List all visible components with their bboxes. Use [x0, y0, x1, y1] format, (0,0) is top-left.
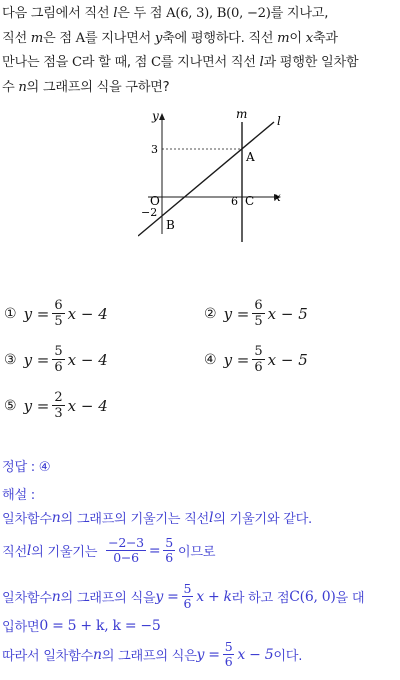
math-point: A(6, 3), B(0, −2) — [166, 6, 271, 21]
choice-marker: ③ — [4, 351, 17, 368]
fraction-denominator: 6 — [224, 654, 233, 669]
line-l-label: l — [277, 114, 281, 128]
problem-text: 를 지나면서 직선 — [160, 55, 260, 70]
var-n: n — [92, 646, 102, 663]
x-axis-label: x — [274, 190, 281, 204]
fraction-denominator: 6 — [54, 360, 63, 375]
fraction-numerator: 6 — [254, 298, 263, 313]
problem-text: 다음 그림에서 직선 — [2, 6, 114, 21]
equals: = — [148, 542, 161, 559]
solution-line-5 — [2, 640, 302, 669]
math-point: C — [151, 55, 161, 70]
text: 의 기울기는 — [31, 545, 98, 560]
math-variable: n — [18, 79, 27, 95]
choice-lhs: y = — [223, 350, 250, 369]
fraction-denominator: 6 — [254, 360, 263, 375]
choice-lhs: y = — [223, 304, 250, 323]
problem-text: 를 지나면서 — [84, 30, 155, 46]
problem-text: 를 지나고, — [270, 6, 329, 21]
problem-text: 축과 — [312, 30, 338, 46]
choice-lhs: y = — [23, 350, 50, 369]
choice-5[interactable] — [4, 390, 108, 421]
choice-rhs: x − 4 — [67, 350, 108, 369]
tick-x-6: 6 — [231, 195, 238, 208]
text: 입하면 — [2, 620, 40, 635]
explanation-label: 해설 : — [2, 488, 35, 503]
equation-fraction — [182, 582, 194, 611]
text: 을 대 — [335, 591, 365, 606]
fraction-numerator: 5 — [183, 581, 192, 596]
choice-rhs: x − 5 — [267, 350, 308, 369]
choice-4[interactable] — [204, 344, 308, 375]
choice-fraction — [252, 344, 264, 375]
text: 이다. — [273, 649, 303, 664]
answer-label: 정답 : ④ — [2, 460, 51, 475]
y-axis-arrow — [159, 113, 165, 120]
math-variable: x — [305, 30, 313, 46]
choice-rhs: x − 4 — [67, 304, 108, 323]
fraction-denominator: 6 — [165, 550, 173, 565]
line-l — [138, 122, 274, 236]
tick-y-3: 3 — [151, 143, 158, 156]
choice-2[interactable] — [204, 298, 308, 329]
fraction-denominator: 5 — [254, 314, 263, 329]
math-point: C — [71, 55, 82, 70]
problem-text: 만나는 점을 — [2, 55, 72, 70]
problem-statement — [2, 2, 398, 100]
substitution-equation: 0 = 5 + k, k = −5 — [39, 617, 161, 634]
final-rhs: x − 5 — [237, 646, 274, 663]
fraction-denominator: 5 — [54, 314, 63, 329]
math-variable: y — [154, 30, 163, 46]
fraction-denominator: 0−6 — [113, 550, 139, 565]
fraction-denominator: 6 — [183, 596, 192, 611]
choice-marker: ④ — [204, 351, 217, 368]
y-axis-label: y — [152, 109, 159, 123]
math-point: A — [75, 30, 85, 46]
text: 의 그래프의 기울기는 직선 — [60, 512, 209, 527]
problem-text: 은 점 — [43, 30, 76, 46]
math-variable: l — [113, 6, 118, 21]
text: 의 기울기와 같다. — [213, 512, 312, 527]
choice-1[interactable] — [4, 298, 108, 329]
slope-result-fraction — [163, 536, 175, 565]
equation-lhs: y = — [155, 588, 179, 605]
problem-text: 이 — [289, 30, 306, 46]
solution-line-2 — [2, 536, 215, 565]
text: 따라서 일차함수 — [2, 649, 93, 664]
choice-marker: ① — [4, 305, 17, 322]
text: 일차함수 — [2, 512, 52, 527]
var-l: l — [26, 542, 32, 559]
line-m-label: m — [236, 108, 248, 121]
point-c: C(6, 0) — [289, 588, 336, 605]
choice-fraction — [52, 298, 64, 329]
text: 일차함수 — [2, 591, 52, 606]
text: 직선 — [2, 545, 27, 560]
fraction-numerator: 6 — [54, 298, 63, 313]
problem-text: 라 할 때, 점 — [81, 55, 151, 70]
text: 의 그래프의 식을 — [60, 591, 156, 606]
fraction-numerator: 5 — [254, 344, 263, 359]
point-b-label: B — [166, 218, 175, 232]
choice-fraction — [52, 344, 64, 375]
var-n: n — [51, 588, 61, 605]
choice-rhs: x − 5 — [267, 304, 308, 323]
fraction-numerator: 2 — [54, 390, 63, 405]
choice-lhs: y = — [23, 304, 50, 323]
var-l: l — [209, 509, 214, 526]
fraction-numerator: 5 — [54, 344, 63, 359]
math-variable: m — [30, 30, 43, 46]
problem-text: 직선 — [2, 30, 31, 46]
text: 라 하고 점 — [231, 591, 290, 606]
choice-marker: ⑤ — [4, 397, 17, 414]
equation-rhs: x + k — [196, 588, 232, 605]
problem-text: 축에 평행하다. 직선 — [162, 30, 278, 46]
origin-label: O — [150, 194, 160, 208]
coordinate-graph — [138, 108, 298, 248]
point-c-label: C — [245, 194, 255, 208]
fraction-numerator: 5 — [224, 639, 233, 654]
choice-fraction — [52, 390, 64, 421]
var-n: n — [51, 509, 61, 526]
point-a-label: A — [246, 150, 255, 164]
tick-y-neg2: −2 — [141, 206, 158, 219]
problem-text: 은 두 점 — [117, 6, 167, 21]
problem-text: 의 그래프의 식을 구하면? — [26, 79, 170, 95]
text: 의 그래프의 식은 — [101, 649, 197, 664]
final-lhs: y = — [196, 646, 220, 663]
math-variable: m — [277, 30, 290, 46]
choice-fraction — [252, 298, 264, 329]
problem-text: 수 — [2, 79, 19, 95]
solution-line-3 — [2, 582, 364, 611]
choice-lhs: y = — [23, 396, 50, 415]
solution-line-4 — [2, 616, 160, 635]
math-variable: l — [259, 55, 264, 70]
explanation-heading — [2, 484, 35, 503]
fraction-numerator: −2−3 — [108, 535, 144, 550]
choice-marker: ② — [204, 305, 217, 322]
final-fraction — [223, 640, 235, 669]
slope-fraction — [106, 536, 146, 565]
text: 이므로 — [177, 545, 216, 560]
fraction-denominator: 3 — [54, 406, 63, 421]
problem-text: 과 평행한 일차함 — [263, 55, 359, 70]
choice-rhs: x − 4 — [67, 396, 108, 415]
fraction-numerator: 5 — [165, 535, 173, 550]
choice-3[interactable] — [4, 344, 108, 375]
solution-line-1 — [2, 508, 312, 527]
answer-line — [2, 456, 50, 475]
